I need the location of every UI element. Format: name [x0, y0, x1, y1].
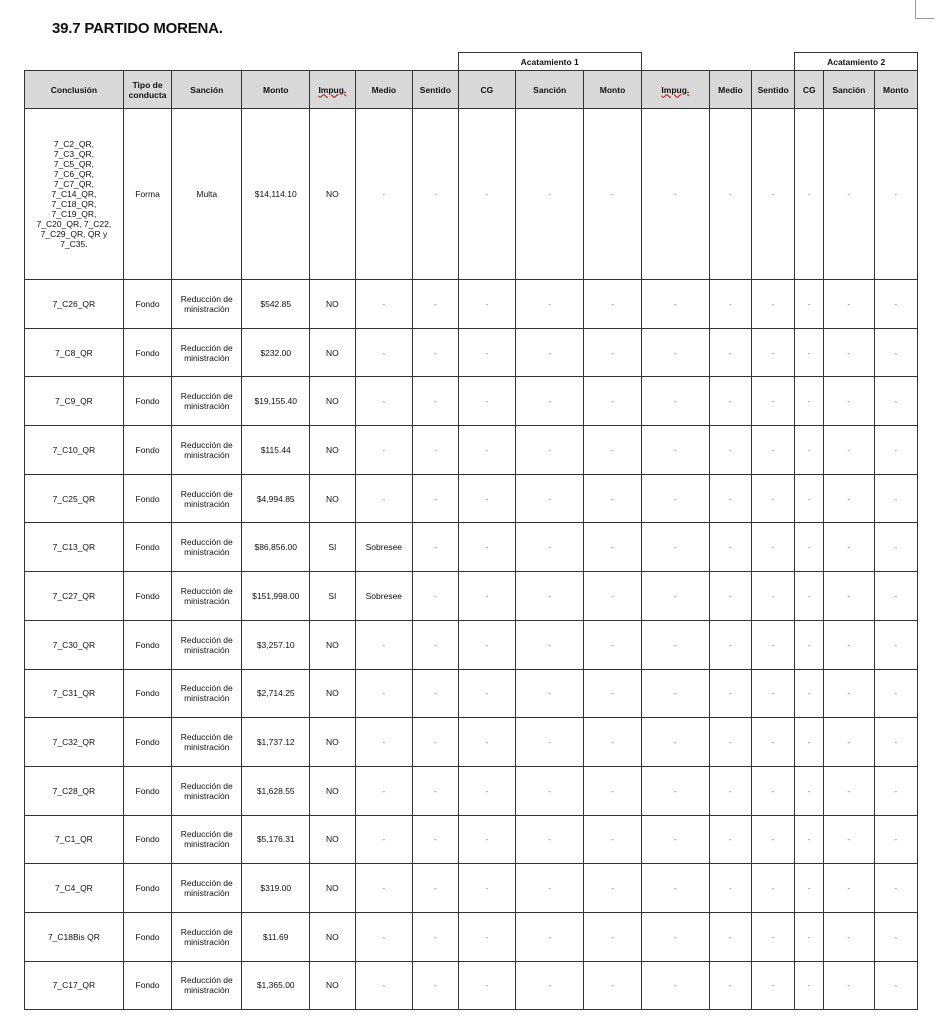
- empty-dash-cell: -: [874, 864, 917, 913]
- empty-dash-cell: -: [516, 474, 584, 523]
- impug-cell: NO: [310, 912, 355, 961]
- empty-dash-cell: -: [709, 815, 751, 864]
- conclusion-cell: 7_C26_QR: [25, 280, 124, 329]
- table-row: [25, 912, 918, 961]
- sentido-cell: -: [413, 815, 458, 864]
- empty-dash-cell: -: [709, 912, 751, 961]
- empty-dash-cell: -: [874, 280, 917, 329]
- medio-cell: -: [355, 426, 413, 475]
- empty-dash-cell: -: [709, 523, 751, 572]
- conclusion-cell: 7_C4_QR: [25, 864, 124, 913]
- table-row: [25, 426, 918, 475]
- table-row: [25, 620, 918, 669]
- conclusion-cell: 7_C8_QR: [25, 328, 124, 377]
- table-row: [25, 815, 918, 864]
- sanction-cell: Reducción de ministración: [172, 523, 242, 572]
- empty-dash-cell: -: [752, 426, 795, 475]
- column-header: Monto: [242, 71, 310, 109]
- amount-cell: $1,737.12: [242, 718, 310, 767]
- conclusion-cell: 7_C31_QR: [25, 669, 124, 718]
- empty-dash-cell: -: [458, 620, 516, 669]
- empty-dash-cell: -: [458, 669, 516, 718]
- empty-dash-cell: -: [824, 572, 874, 621]
- empty-dash-cell: -: [824, 912, 874, 961]
- impug-cell: NO: [310, 961, 355, 1010]
- column-header: Medio: [355, 71, 413, 109]
- empty-dash-cell: -: [824, 280, 874, 329]
- sentido-cell: -: [413, 523, 458, 572]
- empty-dash-cell: -: [752, 328, 795, 377]
- column-header: Sanción: [172, 71, 242, 109]
- empty-dash-cell: -: [874, 912, 917, 961]
- sentido-cell: -: [413, 718, 458, 767]
- column-header: Impug.: [310, 71, 355, 109]
- empty-dash-cell: -: [584, 572, 642, 621]
- amount-cell: $542.85: [242, 280, 310, 329]
- empty-dash-cell: -: [709, 109, 751, 280]
- empty-dash-cell: -: [641, 280, 709, 329]
- sanction-cell: Reducción de ministración: [172, 815, 242, 864]
- empty-dash-cell: -: [641, 864, 709, 913]
- empty-dash-cell: -: [516, 328, 584, 377]
- sanction-cell: Reducción de ministración: [172, 377, 242, 426]
- empty-dash-cell: -: [641, 766, 709, 815]
- empty-dash-cell: -: [795, 109, 824, 280]
- column-header: CG: [795, 71, 824, 109]
- empty-dash-cell: -: [641, 572, 709, 621]
- empty-dash-cell: -: [458, 864, 516, 913]
- empty-dash-cell: -: [709, 328, 751, 377]
- impug-cell: NO: [310, 669, 355, 718]
- table-row: [25, 572, 918, 621]
- empty-dash-cell: -: [874, 815, 917, 864]
- column-header: Impug.: [641, 71, 709, 109]
- empty-dash-cell: -: [709, 474, 751, 523]
- empty-dash-cell: -: [874, 426, 917, 475]
- table-row: [25, 109, 918, 280]
- empty-dash-cell: -: [458, 572, 516, 621]
- empty-dash-cell: -: [795, 864, 824, 913]
- sentido-cell: -: [413, 280, 458, 329]
- sentido-cell: -: [413, 912, 458, 961]
- empty-dash-cell: -: [641, 815, 709, 864]
- amount-cell: $1,628.55: [242, 766, 310, 815]
- empty-dash-cell: -: [752, 718, 795, 767]
- empty-dash-cell: -: [516, 815, 584, 864]
- sanction-cell: Multa: [172, 109, 242, 280]
- impug-cell: NO: [310, 474, 355, 523]
- conclusion-cell: 7_C32_QR: [25, 718, 124, 767]
- medio-cell: -: [355, 718, 413, 767]
- empty-dash-cell: -: [874, 718, 917, 767]
- empty-dash-cell: -: [584, 328, 642, 377]
- empty-dash-cell: -: [752, 474, 795, 523]
- empty-dash-cell: -: [584, 474, 642, 523]
- empty-dash-cell: -: [709, 426, 751, 475]
- medio-cell: -: [355, 815, 413, 864]
- empty-dash-cell: -: [641, 377, 709, 426]
- conclusion-cell: 7_C9_QR: [25, 377, 124, 426]
- conduct-type-cell: Fondo: [123, 912, 171, 961]
- empty-dash-cell: -: [584, 280, 642, 329]
- conduct-type-cell: Fondo: [123, 474, 171, 523]
- conduct-type-cell: Fondo: [123, 377, 171, 426]
- empty-dash-cell: -: [795, 718, 824, 767]
- empty-dash-cell: -: [641, 109, 709, 280]
- empty-dash-cell: -: [824, 620, 874, 669]
- conclusion-cell: 7_C30_QR: [25, 620, 124, 669]
- empty-dash-cell: -: [795, 280, 824, 329]
- empty-dash-cell: -: [709, 280, 751, 329]
- empty-dash-cell: -: [874, 961, 917, 1010]
- empty-dash-cell: -: [874, 669, 917, 718]
- empty-dash-cell: -: [516, 718, 584, 767]
- table-row: [25, 523, 918, 572]
- empty-dash-cell: -: [584, 718, 642, 767]
- group-acatamiento-2: Acatamiento 2: [795, 53, 918, 71]
- empty-dash-cell: -: [709, 377, 751, 426]
- page-corner-mark: [915, 0, 934, 19]
- empty-dash-cell: -: [458, 718, 516, 767]
- empty-dash-cell: -: [795, 620, 824, 669]
- impug-cell: NO: [310, 328, 355, 377]
- amount-cell: $14,114.10: [242, 109, 310, 280]
- medio-cell: -: [355, 328, 413, 377]
- table-row: [25, 864, 918, 913]
- amount-cell: $2,714.25: [242, 669, 310, 718]
- empty-dash-cell: -: [516, 109, 584, 280]
- sentido-cell: -: [413, 766, 458, 815]
- empty-dash-cell: -: [709, 961, 751, 1010]
- empty-dash-cell: -: [584, 109, 642, 280]
- empty-dash-cell: -: [458, 523, 516, 572]
- empty-dash-cell: -: [795, 669, 824, 718]
- table-row: [25, 718, 918, 767]
- amount-cell: $86,856.00: [242, 523, 310, 572]
- sanction-cell: Reducción de ministración: [172, 961, 242, 1010]
- empty-dash-cell: -: [795, 328, 824, 377]
- empty-dash-cell: -: [516, 669, 584, 718]
- conduct-type-cell: Fondo: [123, 620, 171, 669]
- empty-dash-cell: -: [458, 377, 516, 426]
- empty-dash-cell: -: [709, 669, 751, 718]
- conclusion-cell: 7_C13_QR: [25, 523, 124, 572]
- sanction-cell: Reducción de ministración: [172, 474, 242, 523]
- empty-dash-cell: -: [584, 912, 642, 961]
- empty-dash-cell: -: [752, 815, 795, 864]
- empty-dash-cell: -: [795, 523, 824, 572]
- empty-dash-cell: -: [752, 280, 795, 329]
- empty-dash-cell: -: [752, 912, 795, 961]
- sanction-cell: Reducción de ministración: [172, 766, 242, 815]
- table-row: [25, 474, 918, 523]
- conduct-type-cell: Fondo: [123, 864, 171, 913]
- empty-dash-cell: -: [824, 328, 874, 377]
- empty-dash-cell: -: [584, 669, 642, 718]
- table-row: [25, 328, 918, 377]
- column-header: Monto: [874, 71, 917, 109]
- column-header: Sentido: [413, 71, 458, 109]
- conduct-type-cell: Fondo: [123, 815, 171, 864]
- empty-dash-cell: -: [752, 572, 795, 621]
- empty-dash-cell: -: [752, 620, 795, 669]
- impug-cell: SI: [310, 572, 355, 621]
- empty-dash-cell: -: [641, 912, 709, 961]
- empty-dash-cell: -: [795, 474, 824, 523]
- amount-cell: $319.00: [242, 864, 310, 913]
- empty-dash-cell: -: [584, 523, 642, 572]
- medio-cell: -: [355, 474, 413, 523]
- impug-cell: NO: [310, 109, 355, 280]
- amount-cell: $19,155.40: [242, 377, 310, 426]
- sanction-cell: Reducción de ministración: [172, 620, 242, 669]
- empty-dash-cell: -: [752, 766, 795, 815]
- conduct-type-cell: Fondo: [123, 426, 171, 475]
- sanctions-table: [24, 52, 918, 1010]
- conduct-type-cell: Forma: [123, 109, 171, 280]
- conduct-type-cell: Fondo: [123, 572, 171, 621]
- empty-dash-cell: -: [795, 377, 824, 426]
- sentido-cell: -: [413, 328, 458, 377]
- sentido-cell: -: [413, 961, 458, 1010]
- empty-dash-cell: -: [752, 377, 795, 426]
- medio-cell: -: [355, 669, 413, 718]
- empty-dash-cell: -: [752, 523, 795, 572]
- impug-cell: NO: [310, 766, 355, 815]
- conduct-type-cell: Fondo: [123, 766, 171, 815]
- sentido-cell: -: [413, 669, 458, 718]
- empty-dash-cell: -: [641, 961, 709, 1010]
- empty-dash-cell: -: [641, 620, 709, 669]
- medio-cell: -: [355, 620, 413, 669]
- sanction-cell: Reducción de ministración: [172, 718, 242, 767]
- empty-dash-cell: -: [709, 766, 751, 815]
- empty-dash-cell: -: [584, 620, 642, 669]
- empty-dash-cell: -: [874, 766, 917, 815]
- amount-cell: $151,998.00: [242, 572, 310, 621]
- impug-cell: NO: [310, 815, 355, 864]
- amount-cell: $3,257.10: [242, 620, 310, 669]
- column-header: CG: [458, 71, 516, 109]
- medio-cell: -: [355, 864, 413, 913]
- sanction-cell: Reducción de ministración: [172, 572, 242, 621]
- impug-cell: SI: [310, 523, 355, 572]
- impug-cell: NO: [310, 280, 355, 329]
- empty-dash-cell: -: [584, 426, 642, 475]
- empty-dash-cell: -: [824, 474, 874, 523]
- empty-dash-cell: -: [516, 426, 584, 475]
- sentido-cell: -: [413, 620, 458, 669]
- amount-cell: $115.44: [242, 426, 310, 475]
- empty-dash-cell: -: [516, 280, 584, 329]
- empty-dash-cell: -: [458, 766, 516, 815]
- empty-dash-cell: -: [874, 474, 917, 523]
- empty-dash-cell: -: [641, 669, 709, 718]
- medio-cell: -: [355, 280, 413, 329]
- sanction-cell: Reducción de ministración: [172, 864, 242, 913]
- empty-dash-cell: -: [824, 815, 874, 864]
- empty-dash-cell: -: [874, 328, 917, 377]
- sentido-cell: -: [413, 572, 458, 621]
- amount-cell: $4,994.85: [242, 474, 310, 523]
- empty-dash-cell: -: [641, 474, 709, 523]
- empty-dash-cell: -: [752, 961, 795, 1010]
- empty-dash-cell: -: [458, 426, 516, 475]
- sanction-cell: Reducción de ministración: [172, 912, 242, 961]
- empty-dash-cell: -: [641, 328, 709, 377]
- empty-dash-cell: -: [709, 620, 751, 669]
- medio-cell: Sobresee: [355, 523, 413, 572]
- column-header: Sanción: [516, 71, 584, 109]
- empty-dash-cell: -: [795, 426, 824, 475]
- empty-dash-cell: -: [458, 815, 516, 864]
- group-acatamiento-1: Acatamiento 1: [458, 53, 641, 71]
- conclusion-cell: 7_C2_QR, 7_C3_QR, 7_C5_QR, 7_C6_QR, 7_C7_QR, 7_C14_QR, 7_C18_QR, 7_C19_QR, 7_C20_QR, 7_C22, 7_C29_QR, QR y 7_C35.: [25, 109, 124, 280]
- impug-cell: NO: [310, 718, 355, 767]
- column-header: Sentido: [752, 71, 795, 109]
- conclusion-cell: 7_C17_QR: [25, 961, 124, 1010]
- empty-dash-cell: -: [516, 572, 584, 621]
- empty-dash-cell: -: [824, 109, 874, 280]
- empty-dash-cell: -: [584, 766, 642, 815]
- empty-dash-cell: -: [795, 815, 824, 864]
- empty-dash-cell: -: [516, 961, 584, 1010]
- table-row: [25, 280, 918, 329]
- empty-dash-cell: -: [516, 377, 584, 426]
- empty-dash-cell: -: [584, 961, 642, 1010]
- table-row: [25, 961, 918, 1010]
- empty-dash-cell: -: [709, 718, 751, 767]
- sentido-cell: -: [413, 109, 458, 280]
- conclusion-cell: 7_C18Bis QR: [25, 912, 124, 961]
- empty-dash-cell: -: [516, 620, 584, 669]
- sanction-cell: Reducción de ministración: [172, 280, 242, 329]
- conclusion-cell: 7_C27_QR: [25, 572, 124, 621]
- empty-dash-cell: -: [458, 474, 516, 523]
- empty-dash-cell: -: [824, 766, 874, 815]
- empty-dash-cell: -: [516, 766, 584, 815]
- empty-dash-cell: -: [458, 280, 516, 329]
- column-header: Tipo de conducta: [123, 71, 171, 109]
- empty-dash-cell: -: [824, 426, 874, 475]
- impug-cell: NO: [310, 426, 355, 475]
- sanction-cell: Reducción de ministración: [172, 669, 242, 718]
- sentido-cell: -: [413, 474, 458, 523]
- sanction-cell: Reducción de ministración: [172, 328, 242, 377]
- empty-dash-cell: -: [641, 523, 709, 572]
- sentido-cell: -: [413, 426, 458, 475]
- medio-cell: -: [355, 961, 413, 1010]
- empty-dash-cell: -: [516, 864, 584, 913]
- conclusion-cell: 7_C1_QR: [25, 815, 124, 864]
- column-header: Sanción: [824, 71, 874, 109]
- empty-dash-cell: -: [795, 766, 824, 815]
- conduct-type-cell: Fondo: [123, 523, 171, 572]
- empty-dash-cell: -: [874, 620, 917, 669]
- empty-dash-cell: -: [458, 912, 516, 961]
- conduct-type-cell: Fondo: [123, 961, 171, 1010]
- empty-dash-cell: -: [824, 864, 874, 913]
- medio-cell: -: [355, 109, 413, 280]
- sentido-cell: -: [413, 864, 458, 913]
- impug-cell: NO: [310, 620, 355, 669]
- empty-dash-cell: -: [752, 864, 795, 913]
- empty-dash-cell: -: [584, 377, 642, 426]
- medio-cell: Sobresee: [355, 572, 413, 621]
- conduct-type-cell: Fondo: [123, 718, 171, 767]
- empty-dash-cell: -: [709, 864, 751, 913]
- empty-dash-cell: -: [458, 961, 516, 1010]
- empty-dash-cell: -: [824, 718, 874, 767]
- column-header: Monto: [584, 71, 642, 109]
- conclusion-cell: 7_C10_QR: [25, 426, 124, 475]
- empty-dash-cell: -: [874, 377, 917, 426]
- impug-cell: NO: [310, 377, 355, 426]
- empty-dash-cell: -: [516, 523, 584, 572]
- table-row: [25, 766, 918, 815]
- table-row: [25, 377, 918, 426]
- empty-dash-cell: -: [824, 523, 874, 572]
- empty-dash-cell: -: [795, 912, 824, 961]
- empty-dash-cell: -: [752, 109, 795, 280]
- medio-cell: -: [355, 377, 413, 426]
- sanction-cell: Reducción de ministración: [172, 426, 242, 475]
- sentido-cell: -: [413, 377, 458, 426]
- empty-dash-cell: -: [752, 669, 795, 718]
- conduct-type-cell: Fondo: [123, 280, 171, 329]
- column-header: Medio: [709, 71, 751, 109]
- amount-cell: $5,176.31: [242, 815, 310, 864]
- group-header-row: [25, 53, 918, 71]
- amount-cell: $232.00: [242, 328, 310, 377]
- medio-cell: -: [355, 912, 413, 961]
- empty-dash-cell: -: [516, 912, 584, 961]
- empty-dash-cell: -: [641, 426, 709, 475]
- empty-dash-cell: -: [824, 377, 874, 426]
- empty-dash-cell: -: [641, 718, 709, 767]
- column-header-row: [25, 71, 918, 109]
- column-header: Conclusión: [25, 71, 124, 109]
- conclusion-cell: 7_C25_QR: [25, 474, 124, 523]
- conduct-type-cell: Fondo: [123, 669, 171, 718]
- medio-cell: -: [355, 766, 413, 815]
- empty-dash-cell: -: [874, 572, 917, 621]
- empty-dash-cell: -: [584, 815, 642, 864]
- empty-dash-cell: -: [795, 961, 824, 1010]
- conclusion-cell: 7_C28_QR: [25, 766, 124, 815]
- empty-dash-cell: -: [458, 109, 516, 280]
- empty-dash-cell: -: [709, 572, 751, 621]
- amount-cell: $11.69: [242, 912, 310, 961]
- empty-dash-cell: -: [795, 572, 824, 621]
- empty-dash-cell: -: [824, 961, 874, 1010]
- table-row: [25, 669, 918, 718]
- empty-dash-cell: -: [874, 109, 917, 280]
- impug-cell: NO: [310, 864, 355, 913]
- conduct-type-cell: Fondo: [123, 328, 171, 377]
- amount-cell: $1,365.00: [242, 961, 310, 1010]
- section-title: 39.7 PARTIDO MORENA.: [52, 20, 223, 37]
- empty-dash-cell: -: [824, 669, 874, 718]
- empty-dash-cell: -: [584, 864, 642, 913]
- empty-dash-cell: -: [458, 328, 516, 377]
- empty-dash-cell: -: [874, 523, 917, 572]
